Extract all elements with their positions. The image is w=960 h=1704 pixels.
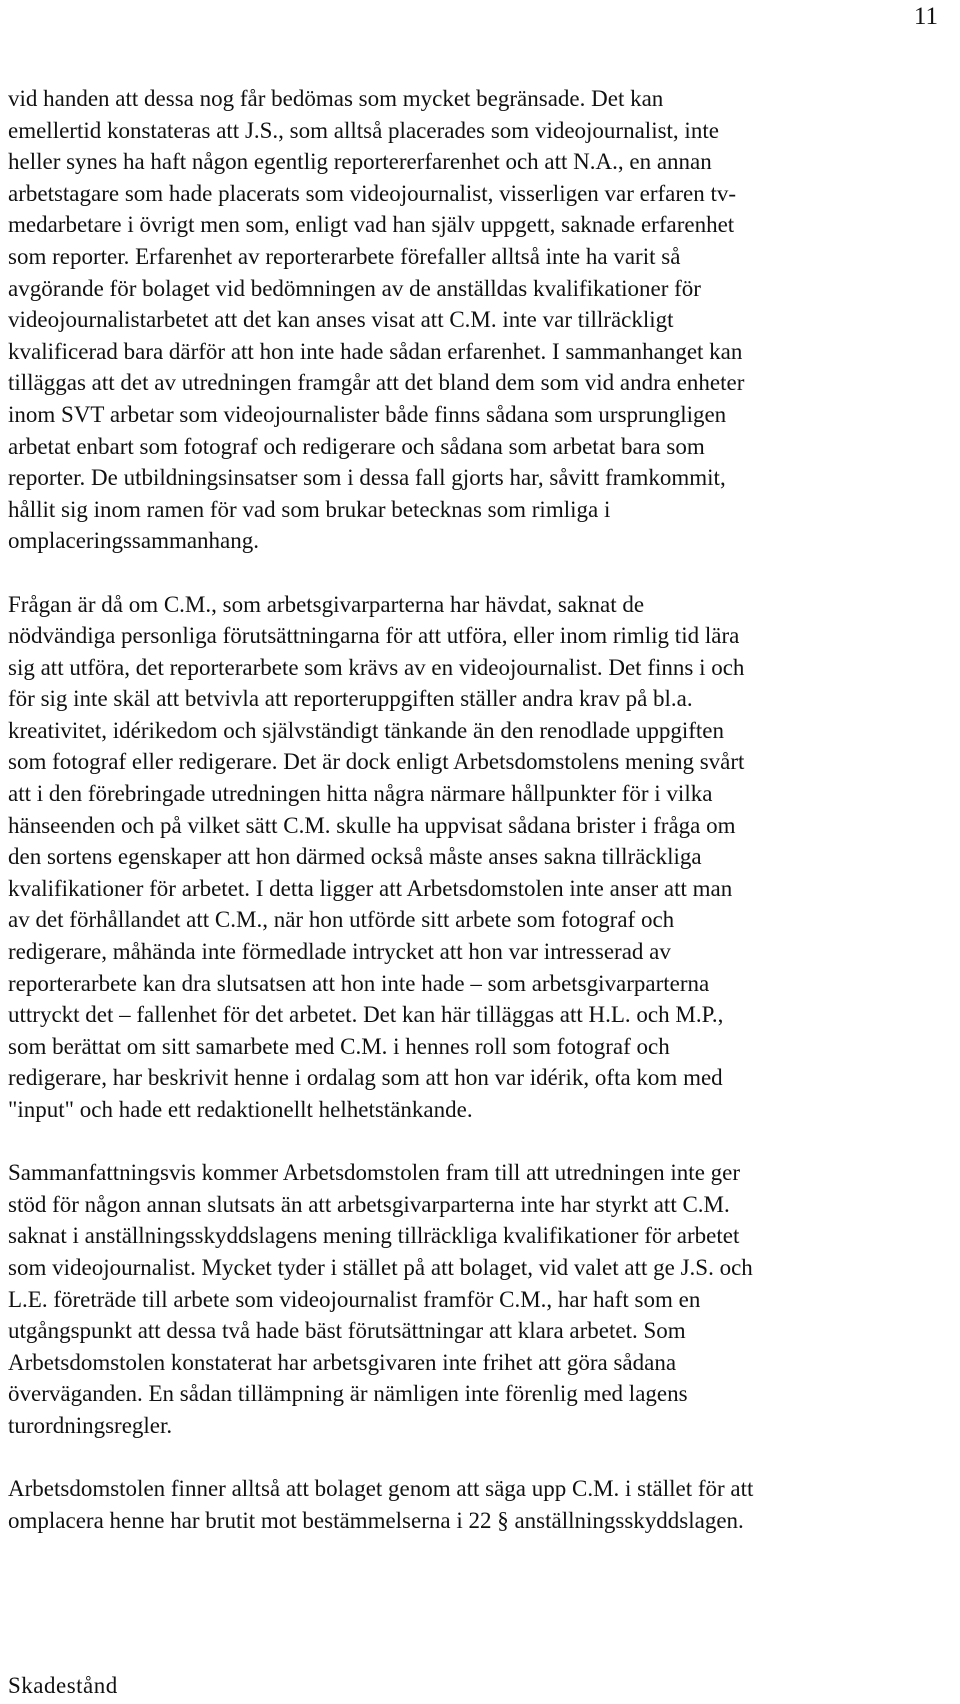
paragraph-summary: Sammanfattningsvis kommer Arbetsdomstolen fram till att utredningen inte ger stöd för någon annan slutsats än att arbetsgivarparterna inte har styrkt att C.M. saknat i anställningsskyddslagens mening tillräckliga kvalifikationer för arbetet som videojournalist. Mycket tyder i stället på att bolaget, vid valet att ge J.S. och L.E. företräde till arbete som videojournalist framför C.M., har haft som en utgångspunkt att dessa två hade bäst förutsättningar att klara arbetet. Som Arbetsdomstolen konstaterat har arbetsgivaren inte frihet att göra sådana överväganden. En sådan tillämpning är nämligen inte förenlig med lagens turordningsregler. [8,1160,753,1438]
document-body [8,83,956,1568]
paragraph-conclusion: Arbetsdomstolen finner alltså att bolaget genom att säga upp C.M. i stället för att omplacera henne har brutit mot bestämmelserna i 22 § anställningsskyddslagen. [8,1476,754,1533]
page-number: 11 [913,3,938,30]
paragraph-qualifications: vid handen att dessa nog får bedömas som mycket begränsade. Det kan emellertid konstateras att J.S., som alltså placerades som videojournalist, inte heller synes ha haft någon egentlig reportererfarenhet och att N.A., en annan arbetstagare som hade placerats som videojournalist, visserligen var erfaren tv- medarbetare i övrigt men som, enligt vad han själv uppgett, saknade erfarenhet som reporter. Erfarenhet av reporterarbete förefaller alltså inte ha varit så avgörande för bolaget vid bedömningen av de anställdas kvalifikationer för videojournalistarbetet att det kan anses visat att C.M. inte var tillräckligt kvalificerad bara därför att hon inte hade sådan erfarenhet. I sammanhanget kan tilläggas att det av utredningen framgår att det bland dem som vid andra enheter inom SVT arbetar som videojournalister både finns sådana som ursprungligen arbetat enbart som fotograf och redigerare och sådana som arbetat bara som reporter. De utbildningsinsatser som i dessa fall gjorts har, såvitt framkommit, hållit sig inom ramen för vad som brukar betecknas som rimliga i omplaceringssammanhang. [8,86,745,554]
section-heading-damages: Skadestånd [8,1673,118,1698]
paragraph-personal-aptitude: Frågan är då om C.M., som arbetsgivarparterna har hävdat, saknat de nödvändiga personliga förutsättningarna för att utföra, eller inom rimlig tid lära sig att utföra, det reporterarbete som krävs av en videojournalist. Det finns i och för sig inte skäl att betvivla att reporteruppgiften ställer andra krav på bl.a. kreativitet, idérikedom och självständigt tänkande än den renodlade uppgiften som fotograf eller redigerare. Det är dock enligt Arbetsdomstolens mening svårt att i den förebringade utredningen hitta några närmare hållpunkter för i vilka hänseenden och på vilket sätt C.M. skulle ha uppvisat sådana brister i fråga om den sortens egenskaper att hon därmed också måste anses sakna tillräckliga kvalifikationer för arbetet. I detta ligger att Arbetsdomstolen inte anser att man av det förhållandet att C.M., när hon utförde sitt arbete som fotograf och redigerare, måhända inte förmedlade intrycket att hon var intresserad av reporterarbete kan dra slutsatsen att hon inte hade – som arbetsgivarparterna uttryckt det – fallenhet för det arbetet. Det kan här tilläggas att H.L. och M.P., som berättat om sitt samarbete med C.M. i hennes roll som fotograf och redigerare, har beskrivit henne i ordalag som att hon var idérik, ofta kom med "input" och hade ett redaktionellt helhetstänkande. [8,591,745,1122]
